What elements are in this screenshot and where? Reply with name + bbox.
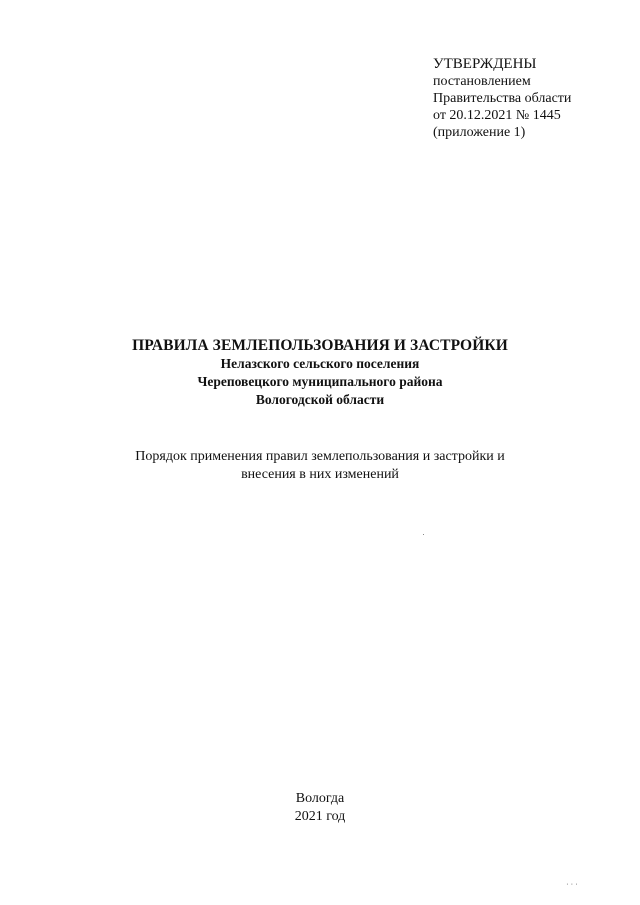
approval-stamp [433, 55, 633, 141]
document-footer [0, 790, 640, 826]
footer-year: 2021 год [294, 809, 346, 824]
footer-city: Вологда [295, 791, 345, 806]
approval-line-date-number: от 20.12.2021 № 1445 [433, 108, 561, 123]
title-settlement: Нелазского сельского поселения [220, 356, 420, 371]
scan-corner-marks: ⋅⋅⋅ [566, 880, 580, 889]
subtitle-line-1: Порядок применения правил землепользования и застройки и [135, 449, 505, 464]
approval-heading: УТВЕРЖДЕНЫ [433, 56, 537, 72]
approval-line-resolution: постановлением [433, 74, 531, 89]
subtitle-line-2: внесения в них изменений [241, 467, 399, 482]
title-region: Вологодской области [255, 392, 385, 407]
document-title-block [0, 336, 640, 409]
scan-speck [423, 534, 424, 535]
document-title: ПРАВИЛА ЗЕМЛЕПОЛЬЗОВАНИЯ И ЗАСТРОЙКИ [132, 337, 508, 354]
approval-line-appendix: (приложение 1) [433, 125, 526, 140]
document-subtitle [0, 448, 640, 484]
title-district: Череповецкого муниципального района [197, 374, 443, 389]
approval-line-government: Правительства области [433, 91, 572, 106]
